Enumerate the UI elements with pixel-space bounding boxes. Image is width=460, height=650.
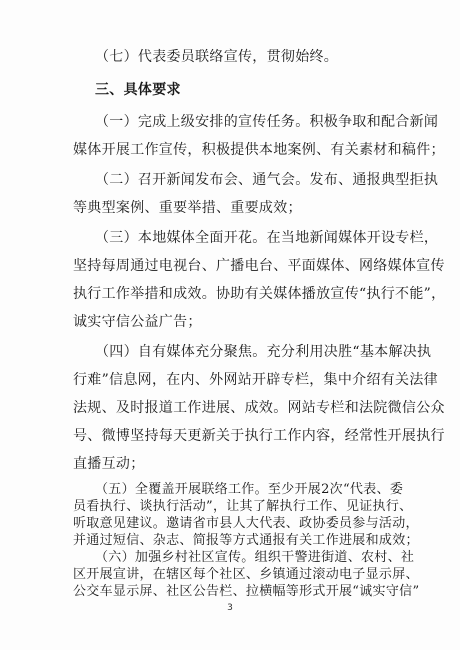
text-line: （七）代表委员联络宣传，贯彻始终。 (95, 49, 339, 65)
text-line: （一）完成上级安排的宣传任务。积极争取和配合新闻 (95, 114, 439, 130)
text-line: 号、微博坚持每天更新关于执行工作内容，经常性开展执行 (73, 428, 445, 444)
text-line: 执行工作举措和成效。协助有关媒体播放宣传“执行不能”， (73, 286, 446, 302)
text-line: （六）加强乡村社区宣传。组织干警进街道、农村、社 (95, 550, 415, 565)
text-line: 法规、及时报道工作进展、成效。网站专栏和法院微信公众 (73, 400, 445, 416)
text-line: （四）自有媒体充分聚焦。充分利用决胜“基本解决执 (95, 344, 432, 360)
text-line: 员看执行、谈执行活动”，让其了解执行工作、见证执行、 (73, 499, 413, 514)
section-heading: 三、具体要求 (95, 82, 181, 98)
text-line: 行难”信息网，在内、外网站开辟专栏，集中介绍有关法律 (73, 372, 438, 388)
text-line: 诚实守信公益广告； (73, 314, 202, 330)
text-line: 直播互动； (73, 456, 145, 472)
text-line: 公交车显示屏、社区公告栏、拉横幅等形式开展“诚实守信” (73, 584, 420, 599)
text-line: （五）全覆盖开展联络工作。至少开展2次“代表、委 (95, 482, 404, 497)
text-line: 并通过短信、杂志、简报等方式通报有关工作进展和成效； (73, 533, 419, 548)
text-line: 媒体开展工作宣传，积极提供本地案例、有关素材和稿件； (73, 142, 445, 158)
text-line: （三）本地媒体全面开花。在当地新闻媒体开设专栏， (95, 230, 439, 246)
text-line: 坚持每周通过电视台、广播电台、平面媒体、网络媒体宣传 (73, 258, 445, 274)
text-line: 等典型案例、重要举措、重要成效； (73, 200, 302, 216)
text-line: 听取意见建议。邀请省市县人大代表、政协委员参与活动， (73, 516, 419, 531)
text-line: 区开展宣讲，在辖区每个社区、乡镇通过滚动电子显示屏、 (73, 567, 419, 582)
page-number: 3 (227, 603, 233, 613)
text-line: （二）召开新闻发布会、通气会。发布、通报典型拒执 (95, 172, 439, 188)
